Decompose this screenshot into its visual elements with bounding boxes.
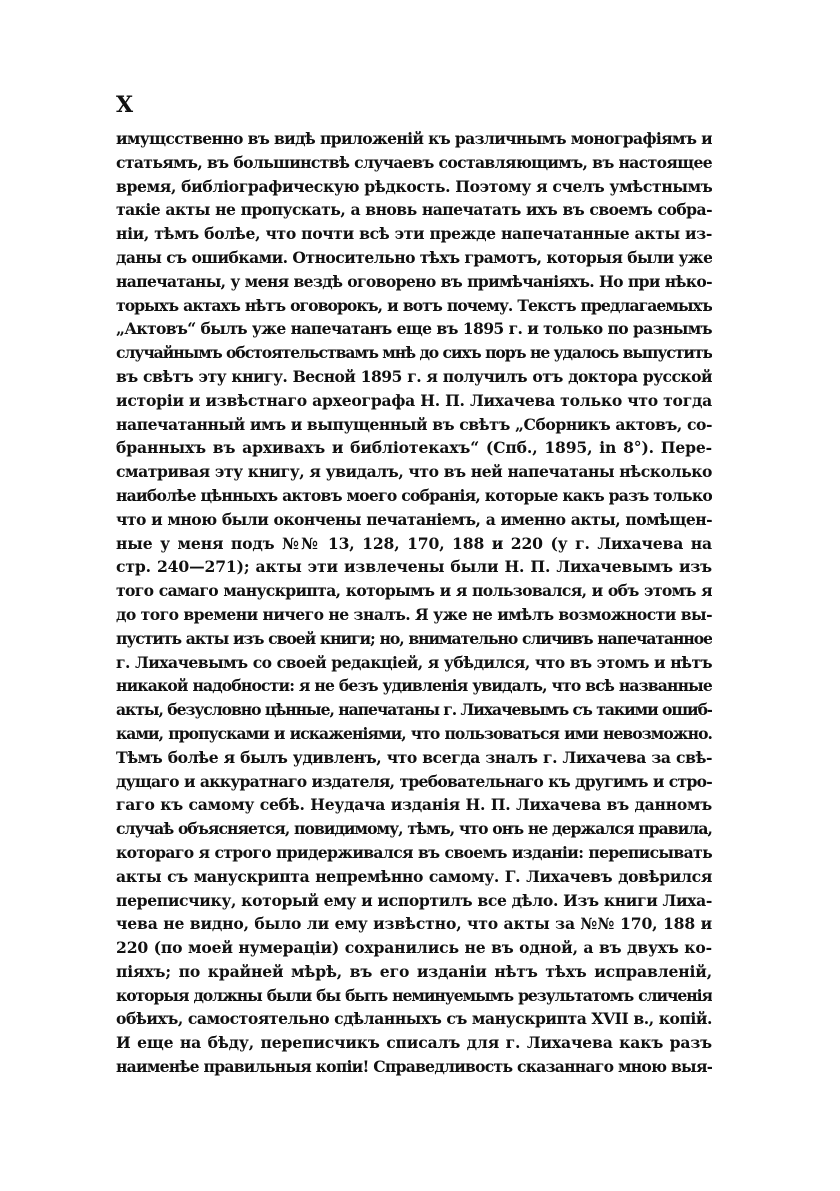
- text-line: г. Лихачевымъ со своей редакцiей, я убѣдился, что въ этомъ и нѣтъ: [116, 652, 712, 672]
- text-line: никакой надобности: я не безъ удивленiя увидалъ, что всѣ названные: [116, 676, 712, 696]
- text-line: того самаго манускрипта, которымъ и я пользовался, и объ этомъ я: [116, 581, 712, 601]
- text-line: нiи, тѣмъ болѣе, что почти всѣ эти прежде напечатанные акты из-: [116, 224, 712, 244]
- text-line: И еще на бѣду, переписчикъ списалъ для г. Лихачева какъ разъ: [116, 1033, 712, 1053]
- text-line: акты съ манускрипта непремѣнно самому. Г. Лихачевъ довѣрился: [116, 866, 712, 886]
- page-number: X: [116, 92, 134, 118]
- text-line: исторiи и извѣстнаго археографа Н. П. Лихачева только что тогда: [116, 390, 712, 410]
- text-line: наименѣе правильныя копiи! Справедливость сказаннаго мною выя-: [116, 1057, 712, 1077]
- text-line: статьямъ, въ большинствѣ случаевъ составляющимъ, въ настоящее: [116, 152, 712, 172]
- text-line: въ свѣтъ эту книгу. Весной 1895 г. я получилъ отъ доктора русской: [116, 366, 712, 386]
- text-line: такiе акты не пропускать, а вновь напечатать ихъ въ своемъ собра-: [116, 200, 712, 220]
- text-line: гаго къ самому себѣ. Неудача изданiя Н. П. Лихачева въ данномъ: [116, 795, 712, 815]
- text-line: обѣихъ, самостоятельно сдѣланныхъ съ манускрипта XVII в., копiй.: [116, 1009, 712, 1029]
- text-line: Тѣмъ болѣе я былъ удивленъ, что всегда зналъ г. Лихачева за свѣ-: [116, 747, 712, 767]
- text-line: чева не видно, было ли ему извѣстно, что акты за №№ 170, 188 и: [116, 914, 712, 934]
- text-line: наиболѣе цѣнныхъ актовъ моего собранiя, которые какъ разъ только: [116, 485, 712, 505]
- text-line: что и мною были окончены печатанiемъ, а именно акты, помѣщен-: [116, 509, 712, 529]
- text-line: ные у меня подъ №№ 13, 128, 170, 188 и 220 (у г. Лихачева на: [116, 533, 712, 553]
- text-line: дущаго и аккуратнаго издателя, требовательнаго къ другимъ и стро-: [116, 771, 712, 791]
- text-line: напечатанный имъ и выпущенный въ свѣтъ „Сборникъ актовъ, со-: [116, 414, 712, 434]
- text-line: 220 (по моей нумерацiи) сохранились не въ одной, а въ двухъ ко-: [116, 938, 712, 958]
- body-text: [116, 127, 712, 1079]
- text-line: ками, пропусками и искаженiями, что пользоваться ими невозможно.: [116, 723, 712, 743]
- text-line: случайнымъ обстоятельствамъ мнѣ до сихъ поръ не удалось выпустить: [116, 343, 712, 363]
- text-line: котораго я строго придерживался въ своемъ изданiи: переписывать: [116, 842, 712, 862]
- text-line: пустить акты изъ своей книги; но, внимательно сличивъ напечатанное: [116, 628, 712, 648]
- text-line: стр. 240—271); акты эти извлечены были Н. П. Лихачевымъ изъ: [116, 557, 712, 577]
- text-line: сматривая эту книгу, я увидалъ, что въ ней напечатаны нѣсколько: [116, 462, 712, 482]
- text-line: переписчику, который ему и испортилъ все дѣло. Изъ книги Лиха-: [116, 890, 712, 910]
- text-line: торыхъ актахъ нѣтъ оговорокъ, и вотъ почему. Текстъ предлагаемыхъ: [116, 295, 712, 315]
- text-line: напечатаны, у меня вездѣ оговорено въ примѣчанiяхъ. Но при нѣко-: [116, 271, 712, 291]
- text-line: бранныхъ въ архивахъ и библiотекахъ“ (Спб., 1895, in 8°). Пере-: [116, 438, 712, 458]
- text-line: случаѣ объясняется, повидимому, тѣмъ, что онъ не держался правила,: [116, 819, 712, 839]
- text-line: „Актовъ“ былъ уже напечатанъ еще въ 1895 г. и только по разнымъ: [116, 319, 712, 339]
- text-line: даны съ ошибками. Относительно тѣхъ грамотъ, которыя были уже: [116, 247, 712, 267]
- text-line: которыя должны были бы быть неминуемымъ результатомъ сличенiя: [116, 985, 712, 1005]
- text-line: пiяхъ; по крайней мѣрѣ, въ его изданiи нѣтъ тѣхъ исправленiй,: [116, 961, 712, 981]
- text-line: до того времени ничего не зналъ. Я уже не имѣлъ возможности вы-: [116, 604, 712, 624]
- text-line: имущсственно въ видѣ приложенiй къ различнымъ монографiямъ и: [116, 129, 712, 148]
- text-line: акты, безусловно цѣнные, напечатаны г. Лихачевымъ съ такими ошиб-: [116, 700, 712, 720]
- text-line: время, библiографическую рѣдкость. Поэтому я счелъ умѣстнымъ: [116, 176, 712, 196]
